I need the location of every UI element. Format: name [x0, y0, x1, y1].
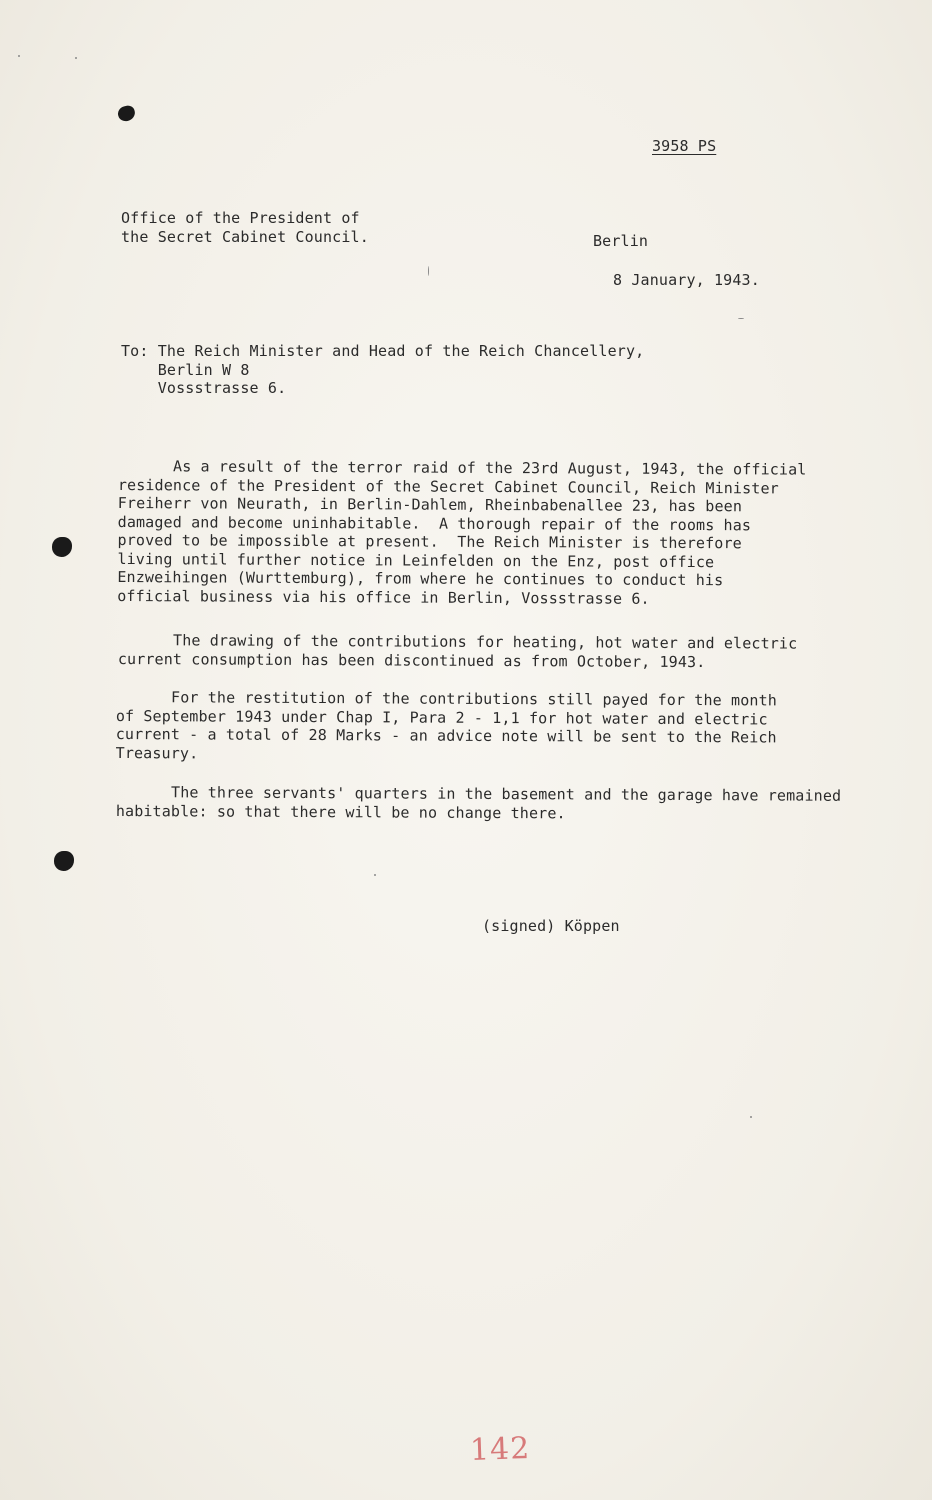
sender-office: Office of the President of the Secret Cabinet Council. [121, 209, 369, 246]
body-paragraph: For the restitution of the contributions still payed for the month of September 1943 under Chap I, Para 2 - 1,1 for hot water and electric current - a total of 28 Marks - an advice note will be sent to the Reich Treasury. [115, 688, 778, 762]
signature-line: (signed) Köppen [482, 917, 620, 935]
body-paragraph: As a result of the terror raid of the 23rd August, 1943, the official residence of the President of the Secret Cabinet Council, Reich Minister Freiherr von Neurath, in Berlin-Dahlem, Rheinbabenallee 23, has been damaged and become uninhabitable. A thorough repair of the rooms has proved to be impossible at present. The Reich Minister is therefore living until further notice in Leinfelden on the Enz, post office Enzweihingen (Wurttemburg), from where he continues to conduct his official business via his office in Berlin, Vossstrasse 6. [117, 457, 807, 608]
handwritten-page-number: 142 [469, 1430, 531, 1469]
body-paragraph: The drawing of the contributions for heating, hot water and electric current consumption has been discontinued as from October, 1943. [117, 631, 798, 671]
punch-hole [52, 537, 72, 557]
letter-date: 8 January, 1943. [613, 271, 760, 289]
place: Berlin [593, 232, 649, 250]
recipient-address: To: The Reich Minister and Head of the Reich Chancellery, Berlin W 8 Vossstrasse 6. [121, 342, 645, 397]
document-reference: 3958 PS [652, 137, 717, 155]
paper-speck [428, 266, 429, 276]
punch-hole [116, 104, 136, 123]
punch-hole [54, 851, 74, 871]
paper-speck [18, 55, 20, 57]
paper-speck [374, 874, 376, 876]
paper-speck [738, 318, 744, 319]
paper-speck [75, 57, 77, 59]
paper-speck [750, 1116, 752, 1118]
body-paragraph: The three servants' quarters in the basement and the garage have remained habitable: so that there will be no change there. [115, 783, 842, 822]
